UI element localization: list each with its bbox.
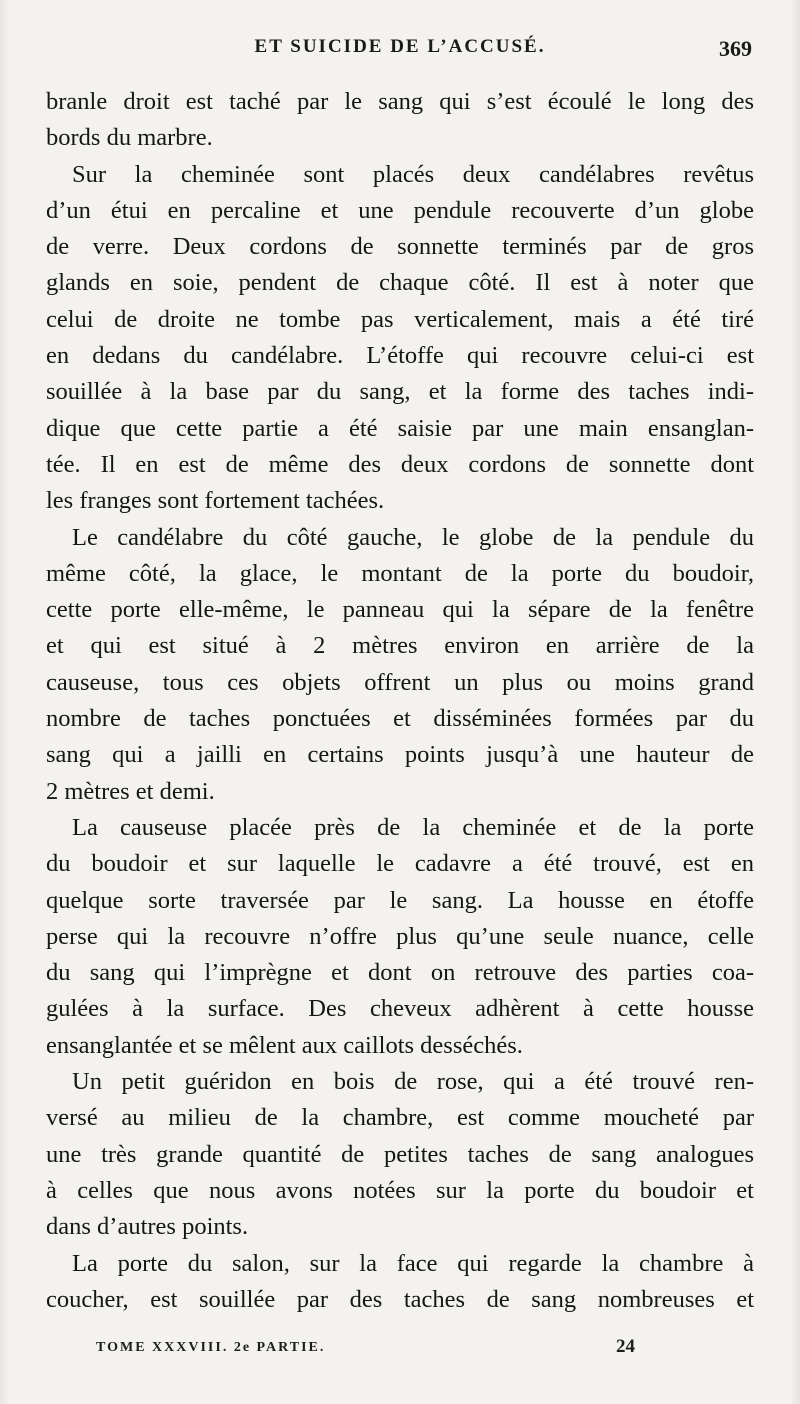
text-line: causeuse, tous ces objets offrent un plus ou moins grand [46, 668, 754, 696]
text-line: bords du marbre. [46, 124, 213, 152]
running-head [46, 36, 754, 66]
text-line: dique que cette partie a été saisie par une main ensanglan- [46, 414, 754, 442]
text-line: coucher, est souillée par des taches de sang nombreuses et [46, 1285, 754, 1313]
text-line: une très grande quantité de petites taches de sang analogues [46, 1140, 754, 1168]
text-line: Un petit guéridon en bois de rose, qui a été trouvé ren- [72, 1068, 754, 1096]
gathering-signature: 24 [616, 1336, 635, 1357]
text-line: versé au milieu de la chambre, est comme moucheté par [46, 1104, 754, 1132]
text-line: glands en soie, pendent de chaque côté. Il est à noter que [46, 269, 754, 297]
page-footer [96, 1336, 704, 1366]
text-line: et qui est situé à 2 mètres environ en arrière de la [46, 632, 754, 660]
text-line: du sang qui l’imprègne et dont on retrouve des parties coa- [46, 959, 754, 987]
text-line: La porte du salon, sur la face qui regarde la chambre à [72, 1249, 754, 1277]
text-line: en dedans du candélabre. L’étoffe qui recouvre celui-ci est [46, 342, 754, 370]
right-margin-shadow [790, 0, 800, 1404]
text-line: souillée à la base par du sang, et la forme des taches indi- [46, 378, 754, 406]
text-line: même côté, la glace, le montant de la porte du boudoir, [46, 559, 754, 587]
text-line: à celles que nous avons notées sur la porte du boudoir et [46, 1176, 754, 1204]
text-line: branle droit est taché par le sang qui s’est écoulé le long des [46, 88, 754, 115]
running-title: ET SUICIDE DE L’ACCUSÉ. [254, 36, 546, 57]
text-line: La causeuse placée près de la cheminée et de la porte [72, 813, 754, 841]
text-line: Le candélabre du côté gauche, le globe de la pendule du [72, 523, 754, 551]
text-line: dans d’autres points. [46, 1213, 249, 1241]
page-number: 369 [719, 36, 752, 61]
text-line: quelque sorte traversée par le sang. La housse en étoffe [46, 886, 754, 914]
text-line: perse qui la recouvre n’offre plus qu’une seule nuance, celle [46, 922, 754, 950]
text-line: celui de droite ne tombe pas verticalement, mais a été tiré [46, 305, 754, 333]
volume-signature: TOME XXXVIII. 2e PARTIE. [96, 1340, 326, 1355]
text-line: nombre de taches ponctuées et disséminées formées par du [46, 705, 754, 733]
text-line: cette porte elle-même, le panneau qui la sépare de la fenêtre [46, 596, 754, 624]
text-line: de verre. Deux cordons de sonnette terminés par de gros [46, 233, 754, 261]
text-line: sang qui a jailli en certains points jusqu’à une hauteur de [46, 741, 754, 769]
text-line: tée. Il en est de même des deux cordons de sonnette dont [46, 450, 754, 478]
text-line: gulées à la surface. Des cheveux adhèrent à cette housse [46, 995, 754, 1023]
text-line: Sur la cheminée sont placés deux candélabres revêtus [72, 160, 754, 188]
text-line: les franges sont fortement tachées. [46, 487, 385, 515]
text-line: 2 mètres et demi. [46, 777, 215, 805]
left-margin-shadow [0, 0, 10, 1404]
text-line: d’un étui en percaline et une pendule recouverte d’un globe [46, 196, 754, 224]
body-text [46, 84, 754, 1318]
text-line: du boudoir et sur laquelle le cadavre a été trouvé, est en [46, 850, 754, 878]
text-line: ensanglantée et se mêlent aux caillots desséchés. [46, 1031, 523, 1059]
